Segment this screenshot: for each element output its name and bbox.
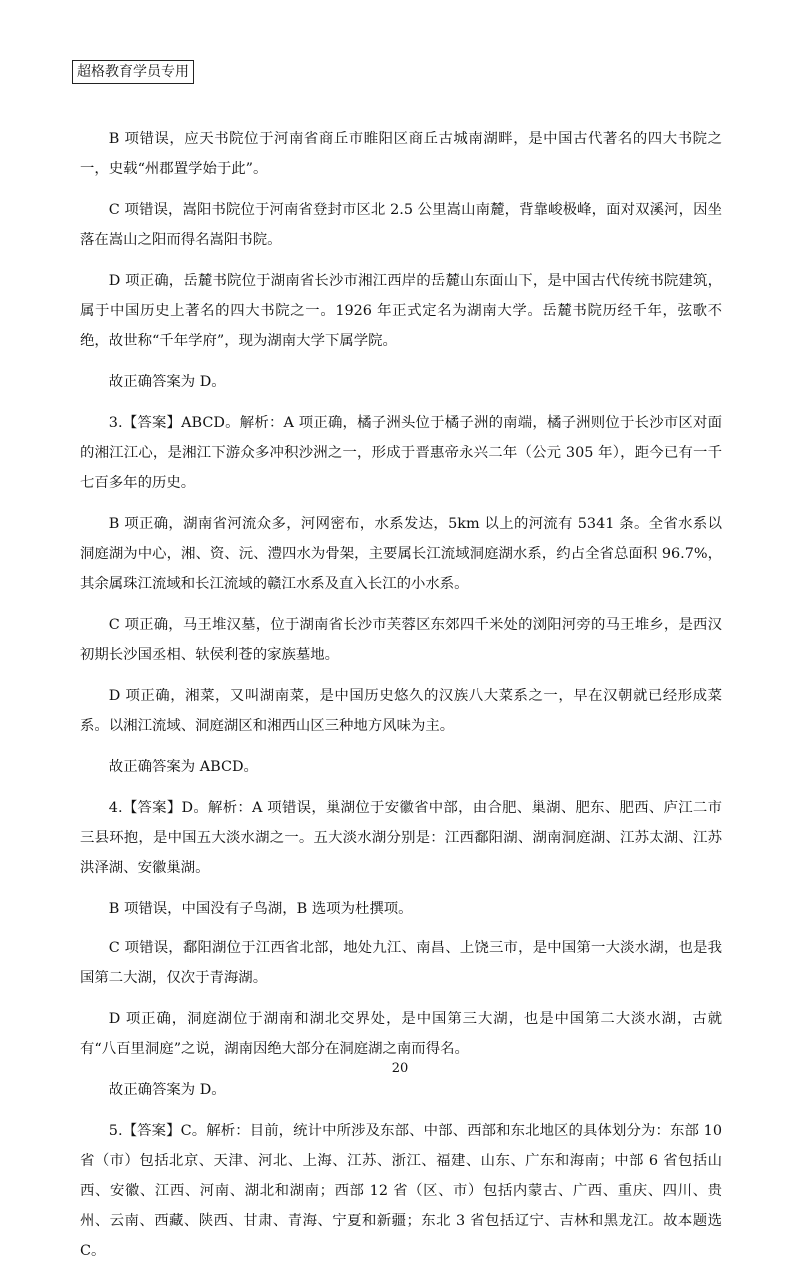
paragraph: D 项正确，洞庭湖位于湖南和湖北交界处，是中国第三大湖，也是中国第二大淡水湖，古就有“八百里洞庭”之说，湖南因绝大部分在洞庭湖之南而得名。: [80, 1011, 722, 1057]
paragraph: 4.【答案】D。解析：A 项错误，巢湖位于安徽省中部，由合肥、巢湖、肥东、肥西、庐江二市三县环抱，是中国五大淡水湖之一。五大淡水湖分别是：江西鄱阳湖、湖南洞庭湖、江苏太湖、江苏洪泽湖、安徽巢湖。: [80, 800, 722, 876]
paragraph: C 项错误，嵩阳书院位于河南省登封市区北 2.5 公里嵩山南麓，背靠峻极峰，面对双溪河，因坐落在嵩山之阳而得名嵩阳书院。: [80, 202, 722, 248]
paragraph: B 项正确，湖南省河流众多，河网密布，水系发达，5km 以上的河流有 5341 条。全省水系以洞庭湖为中心，湘、资、沅、澧四水为骨架，主要属长江流域洞庭湖水系，约占全省总面积 96.7%，其余属珠江流域和长江流域的赣江水系及直入长江的小水系。: [80, 516, 722, 592]
paragraph: 5.【答案】C。解析：目前，统计中所涉及东部、中部、西部和东北地区的具体划分为：东部 10 省（市）包括北京、天津、河北、上海、江苏、浙江、福建、山东、广东和海南；中部 6 省包括山西、安徽、江西、河南、湖北和湖南；西部 12 省（区、市）包括内蒙古、广西、重庆、四川、贵州、云南、西藏、陕西、甘肃、青海、宁夏和新疆；东北 3 省包括辽宁、吉林和黑龙江。故本题选 C。: [80, 1123, 722, 1259]
paragraph: B 项错误，中国没有子鸟湖，B 选项为杜撰项。: [108, 901, 413, 917]
header-label: 超格教育学员专用: [72, 60, 194, 84]
paragraph: D 项正确，岳麓书院位于湖南省长沙市湘江西岸的岳麓山东面山下，是中国古代传统书院建筑，属于中国历史上著名的四大书院之一。1926 年正式定名为湖南大学。岳麓书院历经千年，弦歌不绝，故世称“千年学府”，现为湖南大学下属学院。: [80, 273, 722, 349]
paragraph: 故正确答案为 D。: [108, 374, 226, 390]
paragraph: 3.【答案】ABCD。解析：A 项正确，橘子洲头位于橘子洲的南端，橘子洲则位于长沙市区对面的湘江江心，是湘江下游众多冲积沙洲之一，形成于晋惠帝永兴二年（公元 305 年），距今已有一千七百多年的历史。: [80, 415, 722, 491]
document-body: [80, 124, 722, 1277]
page-number: 20: [391, 1061, 409, 1076]
paragraph: C 项正确，马王堆汉墓，位于湖南省长沙市芙蓉区东郊四千米处的浏阳河旁的马王堆乡，是西汉初期长沙国丞相、轪侯利苍的家族墓地。: [80, 617, 722, 663]
paragraph: D 项正确，湘菜，又叫湖南菜，是中国历史悠久的汉族八大菜系之一，早在汉朝就已经形成菜系。以湘江流域、洞庭湖区和湘西山区三种地方风味为主。: [80, 688, 722, 734]
paragraph: 故正确答案为 ABCD。: [108, 759, 258, 775]
paragraph: B 项错误，应天书院位于河南省商丘市睢阳区商丘古城南湖畔，是中国古代著名的四大书院之一，史载“州郡置学始于此”。: [80, 131, 722, 177]
paragraph: 故正确答案为 D。: [108, 1082, 226, 1098]
paragraph: C 项错误，鄱阳湖位于江西省北部，地处九江、南昌、上饶三市，是中国第一大淡水湖，也是我国第二大湖，仅次于青海湖。: [80, 940, 722, 986]
